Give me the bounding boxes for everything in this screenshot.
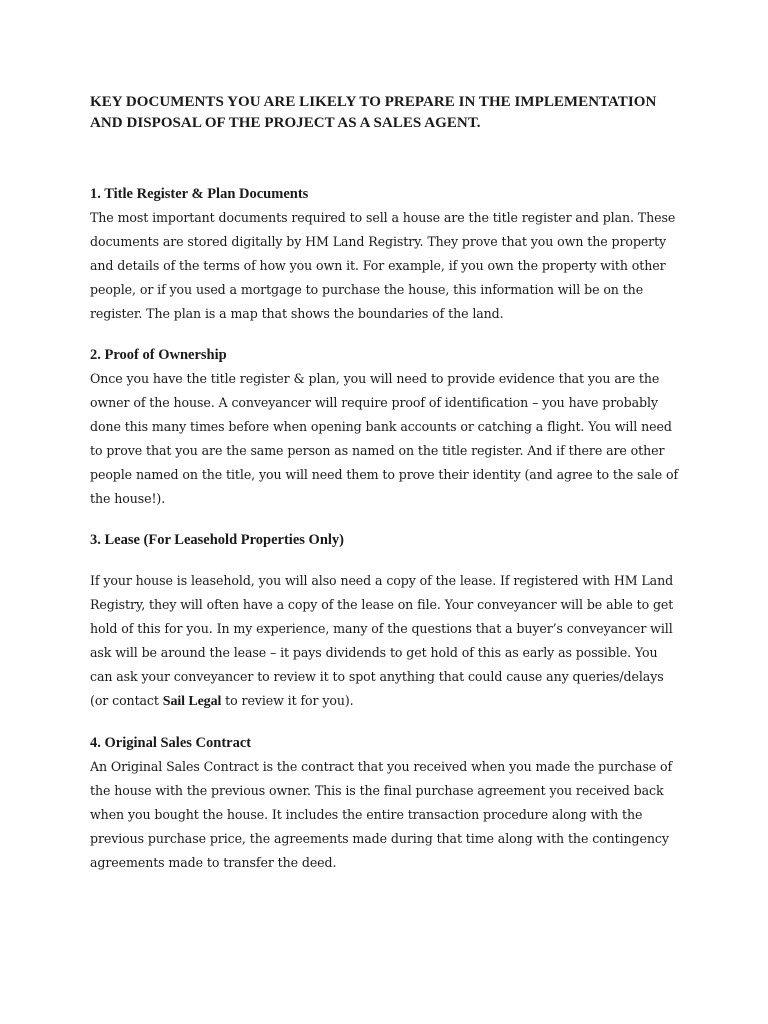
section-heading: 2. Proof of Ownership <box>90 347 227 363</box>
section-lease <box>90 529 680 714</box>
section-original-sales-contract <box>90 732 680 875</box>
section-body: Once you have the title register & plan, you will need to provide evidence that you are the owner of the house. A conveyancer will require proof of identification – you have probably done this many times before when opening bank accounts or catching a flight. You will need to prove that you are the same person as named on the title register. And if there are other people named on the title, you will need them to prove their identity (and agree to the sale of the house!). <box>90 371 679 506</box>
sail-legal-link[interactable]: Sail Legal <box>162 694 222 709</box>
section-heading: 1. Title Register & Plan Documents <box>90 186 309 202</box>
section-title-register <box>90 183 680 326</box>
section-proof-of-ownership <box>90 344 680 511</box>
section-heading: 4. Original Sales Contract <box>90 735 252 751</box>
section-body <box>90 569 680 714</box>
document-page <box>90 92 680 893</box>
section-heading: 3. Lease (For Leasehold Properties Only) <box>90 532 344 548</box>
document-title: KEY DOCUMENTS YOU ARE LIKELY TO PREPARE IN THE IMPLEMENTATION AND DISPOSAL OF THE PROJECT AS A SALES AGENT. <box>90 94 657 131</box>
section-body: The most important documents required to sell a house are the title register and plan. These documents are stored digitally by HM Land Registry. They prove that you own the property and details of the terms of how you own it. For example, if you own the property with other people, or if you used a mortgage to purchase the house, this information will be on the register. The plan is a map that shows the boundaries of the land. <box>90 210 676 321</box>
body-text-after-link: to review it for you). <box>221 693 354 708</box>
section-body: An Original Sales Contract is the contract that you received when you made the purchase of the house with the previous owner. This is the final purchase agreement you received back when you bought the house. It includes the entire transaction procedure along with the previous purchase price, the agreements made during that time along with the contingency agreements made to transfer the deed. <box>90 759 673 870</box>
body-text-before-link: If your house is leasehold, you will also need a copy of the lease. If registered with HM Land Registry, they will often have a copy of the lease on file. Your conveyancer will be able to get hold of this for you. In my experience, many of the questions that a buyer’s conveyancer will ask will be around the lease – it pays dividends to get hold of this as early as possible. You can ask your conveyancer to review it to spot anything that could cause any queries/delays (or contact <box>90 573 674 708</box>
